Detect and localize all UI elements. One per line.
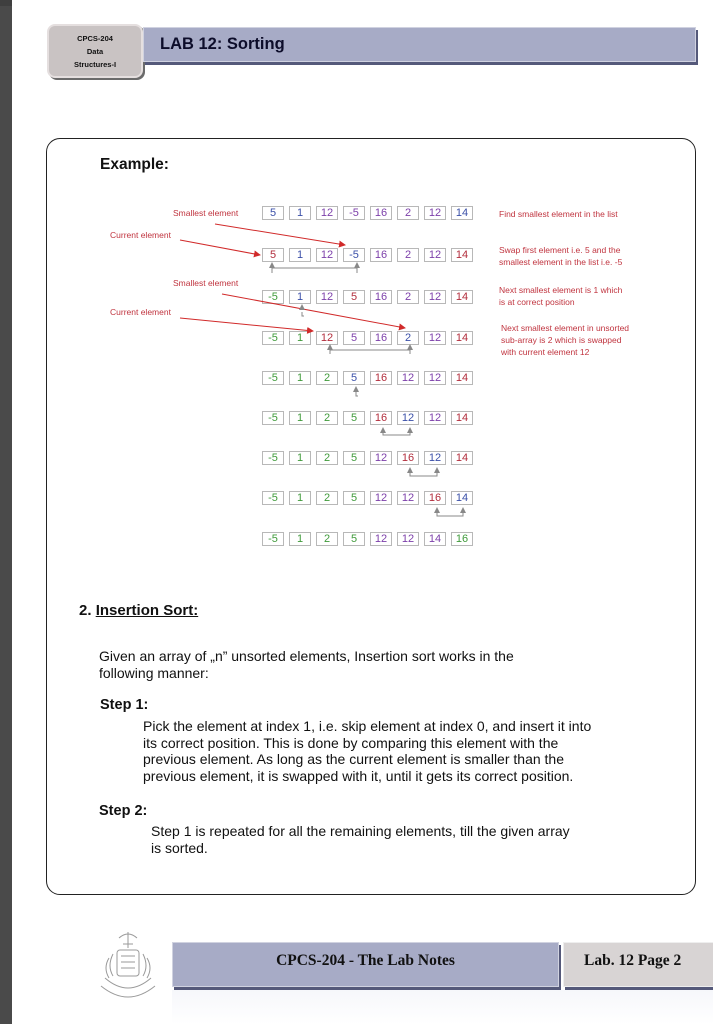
section-heading [79, 602, 198, 619]
array-cell: 2 [397, 206, 419, 220]
array-cell: 12 [316, 290, 338, 304]
lab-title: LAB 12: Sorting [160, 35, 285, 53]
step-note-3: Next smallest element is 1 which is at correct position [499, 285, 623, 307]
step1-heading: Step 1: [100, 697, 149, 713]
footer-title-bar [172, 942, 559, 987]
footer-page-box [563, 942, 713, 987]
example-heading: Example: [100, 156, 169, 173]
array-cell: 1 [289, 451, 311, 465]
array-cell: 5 [343, 532, 365, 546]
array-cell: 14 [451, 331, 473, 345]
array-cell: 12 [316, 206, 338, 220]
array-cell: 2 [316, 451, 338, 465]
array-cell: 12 [370, 491, 392, 505]
arrow-smallest-2 [222, 294, 405, 328]
array-cell: 12 [424, 371, 446, 385]
arrow-smallest-1 [215, 224, 345, 245]
array-cell: 1 [289, 491, 311, 505]
array-cell: 14 [451, 248, 473, 262]
array-cell: 16 [370, 371, 392, 385]
array-cell: 5 [343, 491, 365, 505]
swap-connector-row7 [410, 472, 437, 476]
array-cell: 2 [397, 290, 419, 304]
array-cell: 5 [343, 371, 365, 385]
array-cell: 14 [451, 491, 473, 505]
array-cell: 2 [397, 248, 419, 262]
array-cell: 14 [451, 290, 473, 304]
array-cell: -5 [262, 491, 284, 505]
self-marker-row3 [302, 312, 304, 316]
section-number: 2. [79, 602, 92, 619]
step1-paragraph [143, 718, 591, 784]
array-cell: 12 [424, 451, 446, 465]
array-cell: 12 [397, 411, 419, 425]
step2-heading: Step 2: [99, 803, 148, 819]
footer-page-label: Lab. 12 Page 2 [584, 952, 682, 969]
array-cell: 1 [289, 532, 311, 546]
red-arrows [180, 224, 405, 331]
array-cell: 16 [370, 290, 392, 304]
array-cell: 5 [343, 331, 365, 345]
arrow-current-1 [180, 240, 260, 255]
array-cell: 12 [397, 491, 419, 505]
footer-strip [172, 990, 713, 1024]
array-cell: 12 [424, 290, 446, 304]
step1-line: previous element, it is swapped with it, until it gets its correct position. [143, 767, 574, 784]
array-cell: 1 [289, 371, 311, 385]
course-name-line1: Data [86, 46, 104, 56]
array-cell: 14 [451, 371, 473, 385]
current-element-label: Current element [110, 230, 171, 240]
university-emblem-icon [97, 928, 159, 1008]
array-cell: -5 [262, 331, 284, 345]
array-cell: 12 [424, 206, 446, 220]
array-cell: 12 [397, 371, 419, 385]
array-cell: 5 [262, 206, 284, 220]
step-note-4: Next smallest element in unsorted sub-array is 2 which is swapped with current element 12 [501, 323, 630, 357]
step2-paragraph [151, 823, 570, 856]
step1-line: Pick the element at index 1, i.e. skip element at index 0, and insert it into [143, 718, 592, 734]
step2-line: Step 1 is repeated for all the remaining elements, till the given array [151, 823, 570, 839]
array-cell: 14 [451, 411, 473, 425]
swap-connector-row2 [272, 268, 357, 273]
step1-line: its correct position. This is done by comparing this element with the [143, 734, 559, 751]
array-cell: 2 [316, 491, 338, 505]
swap-connectors [272, 263, 463, 516]
array-cell: 16 [370, 248, 392, 262]
array-cell: 14 [451, 206, 473, 220]
swap-connector-row6 [383, 432, 410, 435]
array-cell: 16 [370, 331, 392, 345]
swap-connector-row4 [330, 350, 410, 354]
array-cell: 1 [289, 411, 311, 425]
array-cell: 5 [343, 451, 365, 465]
step1-line: previous element. As long as the current element is smaller than the [143, 751, 564, 767]
current-element-label: Current element [110, 307, 171, 317]
array-cell: 14 [424, 532, 446, 546]
array-cell: 2 [316, 532, 338, 546]
array-cell: -5 [262, 290, 284, 304]
array-cell: -5 [262, 411, 284, 425]
array-cell: 16 [397, 451, 419, 465]
step-note-1: Find smallest element in the list [499, 209, 618, 219]
array-cell: 12 [424, 331, 446, 345]
array-cell: 2 [316, 371, 338, 385]
array-cell: 16 [370, 206, 392, 220]
array-cell: 12 [424, 411, 446, 425]
array-cell: -5 [262, 451, 284, 465]
course-name-line2: Structures-I [73, 59, 117, 69]
array-cell: -5 [262, 532, 284, 546]
swap-connector-row8 [437, 512, 463, 516]
array-cell: 1 [289, 290, 311, 304]
step-note-2: Swap first element i.e. 5 and the smallest element in the list i.e. -5 [499, 245, 623, 267]
array-cell: 1 [289, 248, 311, 262]
array-cell: 12 [424, 248, 446, 262]
array-cell: 5 [262, 248, 284, 262]
array-cell: 12 [370, 451, 392, 465]
array-cell: -5 [343, 248, 365, 262]
array-cell: 2 [397, 331, 419, 345]
array-cell: 14 [451, 451, 473, 465]
step2-line: is sorted. [151, 839, 208, 856]
array-cell: 1 [289, 331, 311, 345]
smallest-element-label: Smallest element [173, 278, 239, 288]
array-cell: 16 [424, 491, 446, 505]
footer-title: CPCS-204 - The Lab Notes [276, 952, 455, 969]
array-cell: 16 [370, 411, 392, 425]
array-cell: 2 [316, 411, 338, 425]
array-cell: -5 [262, 371, 284, 385]
intro-line: Given an array of „n” unsorted elements, Insertion sort works in the [99, 648, 514, 664]
intro-paragraph [99, 648, 514, 681]
arrow-current-2 [180, 318, 313, 331]
array-cell: 5 [343, 290, 365, 304]
array-cell: 12 [316, 331, 338, 345]
array-cell: 1 [289, 206, 311, 220]
section-title: Insertion Sort: [95, 602, 199, 619]
array-cell: -5 [343, 206, 365, 220]
array-cell: 5 [343, 411, 365, 425]
array-cell: 12 [316, 248, 338, 262]
smallest-element-label: Smallest element [173, 208, 239, 218]
array-cell: 12 [397, 532, 419, 546]
array-cell: 12 [370, 532, 392, 546]
self-marker-row5 [356, 392, 358, 396]
intro-line: following manner: [99, 664, 209, 681]
array-cell: 16 [451, 532, 473, 546]
course-code: CPCS-204 [77, 33, 113, 43]
